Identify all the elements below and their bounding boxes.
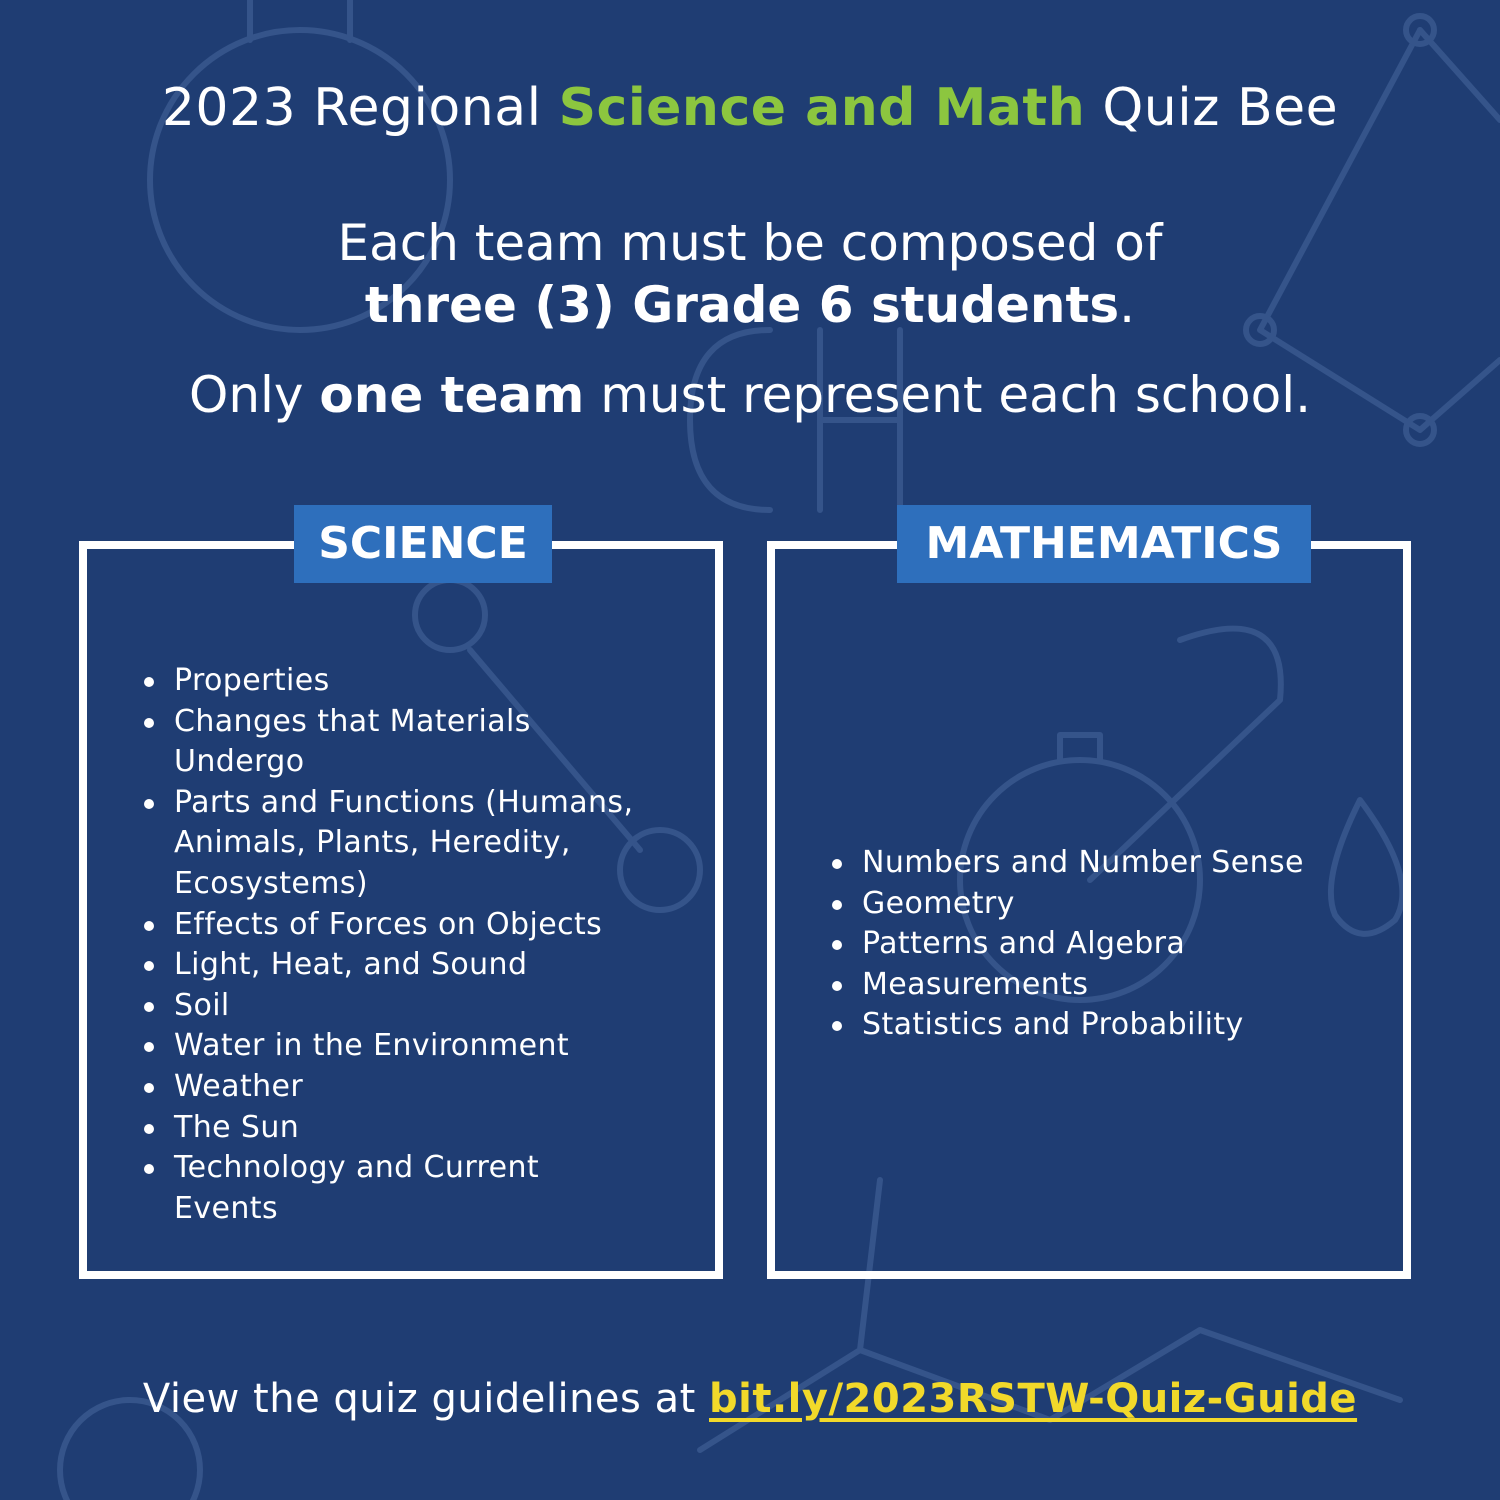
team-requirement-line-1: Each team must be composed of [337, 214, 1163, 272]
math-topic: Statistics and Probability [775, 1005, 1415, 1046]
math-topic: Patterns and Algebra [775, 924, 1415, 965]
representation-rule [0, 364, 1500, 426]
science-topic: Properties [87, 661, 707, 702]
science-topic-list [87, 661, 707, 1229]
footer [0, 1372, 1500, 1426]
title-highlight: Science and Math [558, 78, 1086, 138]
math-topic: Geometry [775, 884, 1415, 925]
science-heading: SCIENCE [294, 505, 552, 583]
science-topic: Technology and Current Events [87, 1148, 707, 1229]
team-requirement-line-2 [0, 274, 1500, 336]
page-title [0, 74, 1500, 142]
math-topic: Numbers and Number Sense [775, 843, 1415, 884]
footer-prefix: View the quiz guidelines at [142, 1376, 709, 1422]
math-panel [767, 518, 1411, 1279]
math-topic: Measurements [775, 965, 1415, 1006]
science-topic: Parts and Functions (Humans, Animals, Plants, Heredity, Ecosystems) [87, 783, 707, 905]
team-requirement-end: . [1119, 276, 1136, 334]
title-prefix: 2023 Regional [161, 78, 559, 138]
science-topic: Effects of Forces on Objects [87, 905, 707, 946]
science-topic: Light, Heat, and Sound [87, 945, 707, 986]
science-panel [79, 518, 723, 1279]
representation-suffix: must represent each school. [584, 366, 1312, 424]
title-suffix: Quiz Bee [1085, 78, 1339, 138]
math-topic-list [775, 843, 1415, 1046]
science-topic: Weather [87, 1067, 707, 1108]
science-topic: Water in the Environment [87, 1026, 707, 1067]
representation-prefix: Only [188, 366, 320, 424]
science-topic: Soil [87, 986, 707, 1027]
science-topic: The Sun [87, 1108, 707, 1149]
team-size-emphasis: three (3) Grade 6 students [364, 276, 1120, 334]
representation-emphasis: one team [319, 366, 585, 424]
science-topic: Changes that Materials Undergo [87, 702, 707, 783]
quiz-guide-link[interactable]: bit.ly/2023RSTW-Quiz-Guide [709, 1376, 1358, 1422]
math-heading: MATHEMATICS [897, 505, 1311, 583]
